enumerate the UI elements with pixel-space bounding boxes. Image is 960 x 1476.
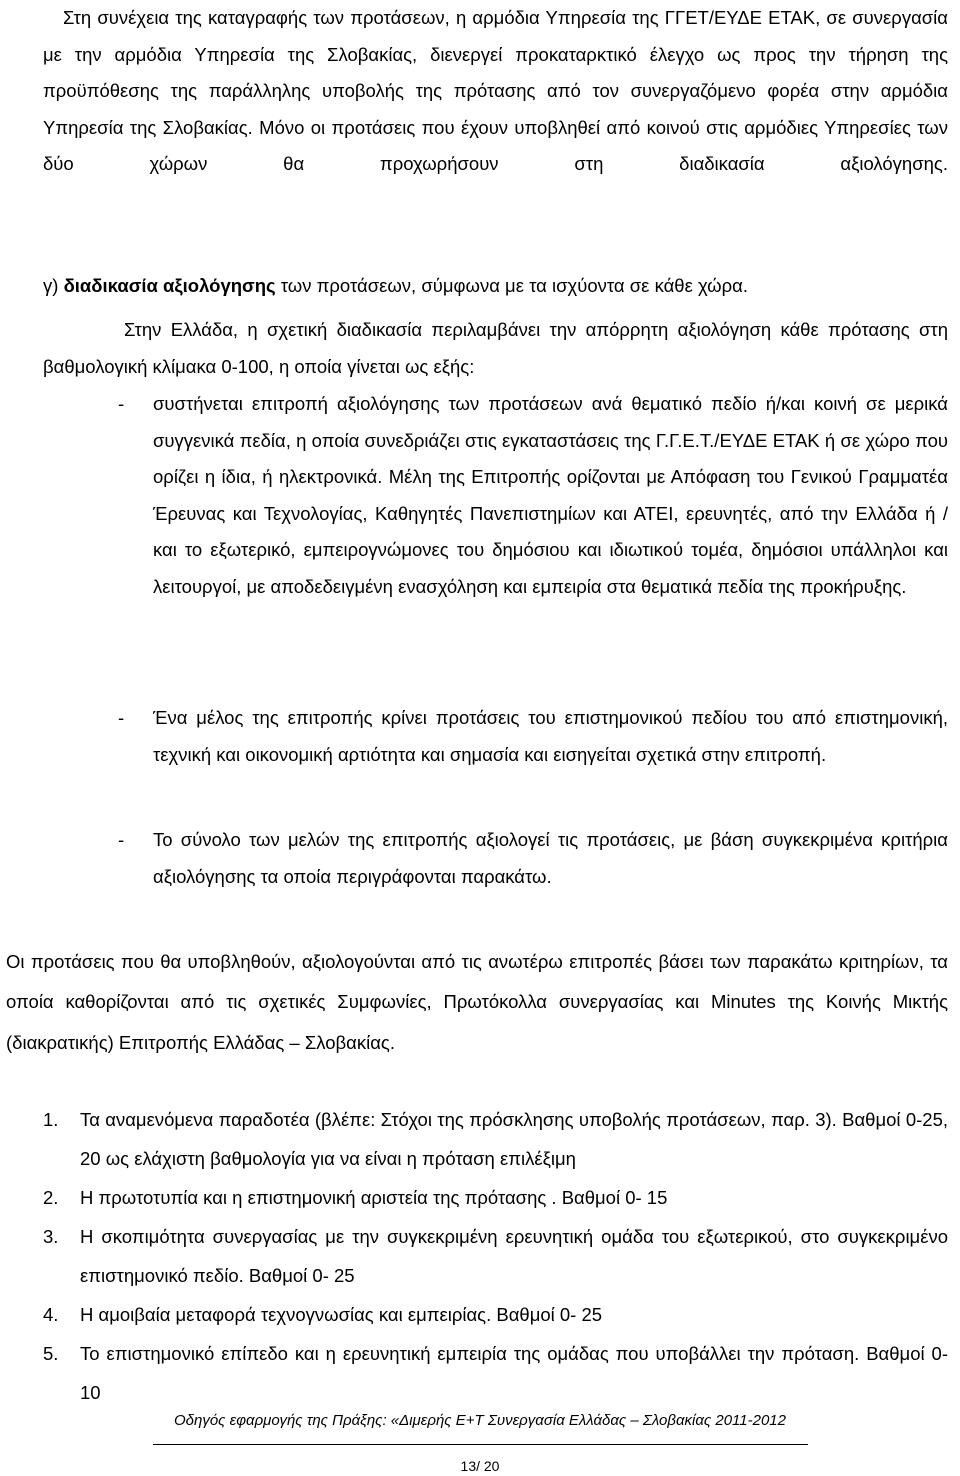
criteria-text: Η σκοπιμότητα συνεργασίας με την συγκεκριμένη ερευνητική ομάδα του εξωτερικού, στο συγκεκριμένο επιστημονικό πεδίο. Βαθμοί 0- 25 <box>80 1226 948 1286</box>
criteria-text: Η πρωτοτυπία και η επιστημονική αριστεία της πρότασης . Βαθμοί 0- 15 <box>80 1187 668 1208</box>
criteria-number: 3. <box>43 1226 59 1247</box>
bullet-text: Το σύνολο των μελών της επιτροπής αξιολογεί τις προτάσεις, με βάση συγκεκριμένα κριτήρια αξιολόγησης τα οποία περιγράφονται παρακάτω. <box>153 829 948 887</box>
criteria-number: 5. <box>43 1343 59 1364</box>
bullet-marker: - <box>118 393 125 414</box>
page-number: 13/ 20 <box>460 1458 500 1474</box>
criteria-number: 2. <box>43 1187 59 1208</box>
criteria-number: 1. <box>43 1109 59 1130</box>
section-g-marker: γ) <box>43 275 59 296</box>
bullet-marker: - <box>118 707 125 728</box>
criteria-text: Η αμοιβαία μεταφορά τεχνογνωσίας και εμπειρίας. Βαθμοί 0- 25 <box>80 1304 603 1325</box>
section-g-heading <box>43 272 948 300</box>
bullet-text: συστήνεται επιτροπή αξιολόγησης των προτάσεων ανά θεματικό πεδίο ή/και κοινή σε μερικά συγγενικά πεδία, η οποία συνεδριάζει στις εγκαταστάσεις της Γ.Γ.Ε.Τ./ΕΥΔΕ ΕΤΑΚ ή σε χώρο που ορίζει η ίδια, ή ηλεκτρονικά. Μέλη της Επιτροπής ορίζονται με Απόφαση του Γενικού Γραμματέα Έρευνας και Τεχνολογίας, Καθηγητές Πανεπιστημίων και ΑΤΕΙ, ερευνητές, από την Ελλάδα ή / και το εξωτερικό, εμπειρογνώμονες του δημόσιου και ιδιωτικού τομέα, δημόσιοι υπάλληλοι και λειτουργοί, με αποδεδειγμένη ενασχόληση και εμπειρία στα θεματικά πεδία της προκήρυξης. <box>153 393 948 597</box>
criteria-number: 4. <box>43 1304 59 1325</box>
page-footer: Οδηγός εφαρμογής της Πράξης: «Διμερής Ε+Τ Συνεργασία Ελλάδας – Σλοβακίας 2011-2012 <box>174 1412 786 1429</box>
footer-divider <box>153 1444 808 1445</box>
section-g-rest: των προτάσεων, σύμφωνα με τα ισχύοντα σε κάθε χώρα. <box>280 275 748 296</box>
bullet-marker: - <box>118 829 125 850</box>
bullet-text: Ένα μέλος της επιτροπής κρίνει προτάσεις του επιστημονικού πεδίου του από επιστημονική, τεχνική και οικονομική αρτιότητα και σημασία και εισηγείται σχετικά στην επιτροπή. <box>153 707 948 765</box>
greece-paragraph: Στην Ελλάδα, η σχετική διαδικασία περιλαμβάνει την απόρρητη αξιολόγηση κάθε πρότασης στη βαθμολογική κλίμακα 0-100, η οποία γίνεται ως εξής: <box>43 319 948 377</box>
criteria-text: Τα αναμενόμενα παραδοτέα (βλέπε: Στόχοι της πρόσκλησης υποβολής προτάσεων, παρ. 3). Βαθμοί 0-25, 20 ως ελάχιστη βαθμολογία για να είναι η πρόταση επιλέξιμη <box>80 1109 948 1169</box>
section-g-bold: διαδικασία αξιολόγησης <box>63 275 276 296</box>
criteria-paragraph: Οι προτάσεις που θα υποβληθούν, αξιολογούνται από τις ανωτέρω επιτροπές βάσει των παρακάτω κριτηρίων, τα οποία καθορίζονται από τις σχετικές Συμφωνίες, Πρωτόκολλα συνεργασίας και Minutes της Κοινής Μικτής (διακρατικής) Επιτροπής Ελλάδας – Σλοβακίας. <box>6 951 948 1053</box>
intro-paragraph: Στη συνέχεια της καταγραφής των προτάσεων, η αρμόδια Υπηρεσία της ΓΓΕΤ/ΕΥΔΕ ΕΤΑΚ, σε συνεργασία με την αρμόδια Υπηρεσία της Σλοβακίας, διενεργεί προκαταρκτικό έλεγχο ως προς την τήρηση της προϋπόθεσης της παράλληλης υποβολής της πρότασης από τον συνεργαζόμενο φορέα στην αρμόδια Υπηρεσία της Σλοβακίας. Μόνο οι προτάσεις που έχουν υποβληθεί από κοινού στις αρμόδιες Υπηρεσίες των δύο χώρων θα προχωρήσουν στη διαδικασία αξιολόγησης. <box>43 7 948 174</box>
criteria-text: Το επιστημονικό επίπεδο και η ερευνητική εμπειρία της ομάδας που υποβάλλει την πρόταση. Βαθμοί 0- 10 <box>80 1343 948 1403</box>
